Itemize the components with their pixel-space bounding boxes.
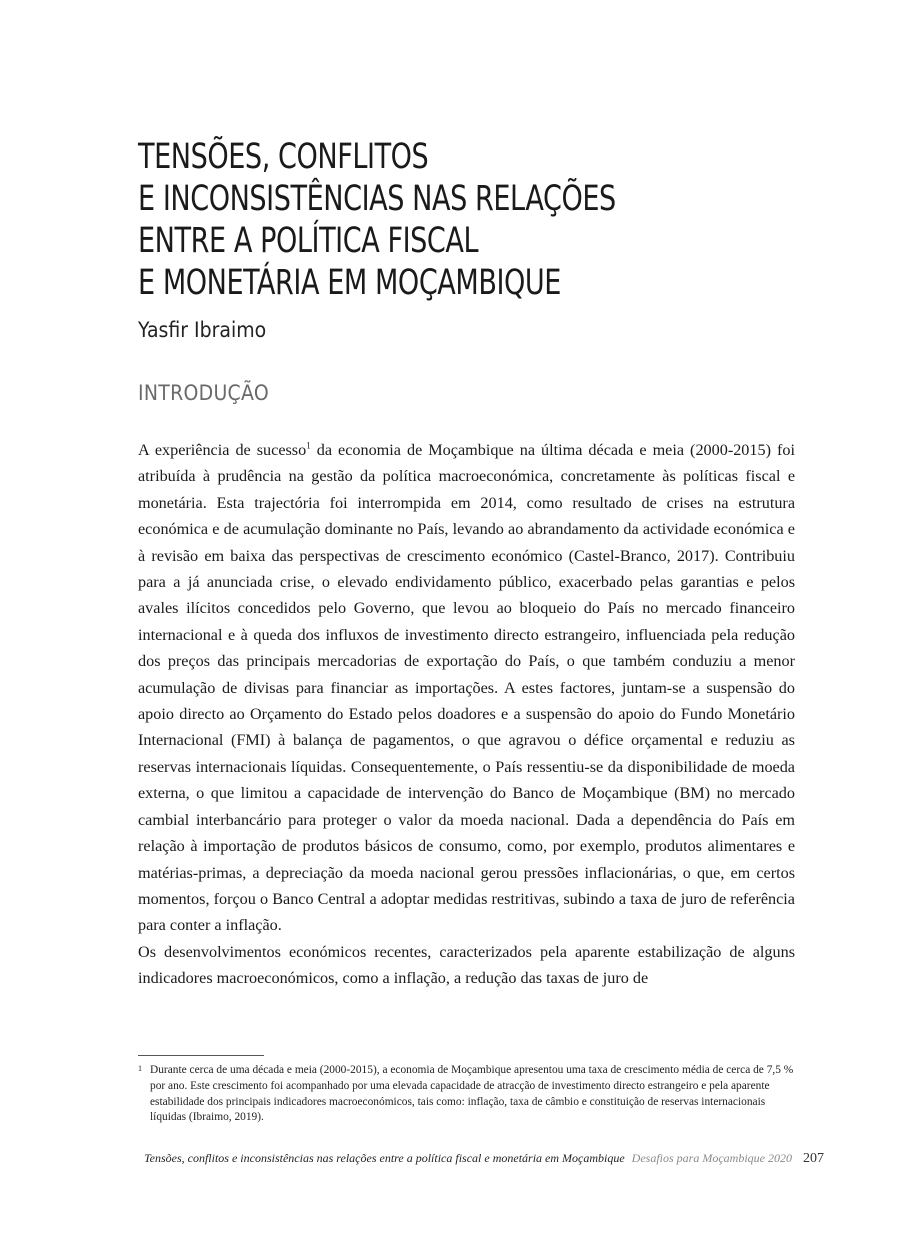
page-number: 207	[803, 1151, 824, 1166]
footer-chapter-title: Tensões, conflitos e inconsistências nas relações entre a política fiscal e monetária em Moçambique	[144, 1151, 625, 1165]
paragraph-2: Os desenvolvimentos económicos recentes, caracterizados pela aparente estabilização de alguns indicadores macroeconómicos, como a inflação, a redução das taxas de juro de	[138, 942, 795, 988]
footer-publication: Desafios para Moçambique 2020	[631, 1151, 792, 1165]
title-line: ENTRE A POLÍTICA FISCAL	[138, 221, 479, 261]
author-name: Yasfir Ibraimo	[138, 318, 267, 342]
paragraph-1	[138, 437, 795, 939]
paragraph-1-start: A experiência de sucesso	[138, 441, 307, 459]
footnote-divider	[138, 1055, 264, 1056]
running-footer	[144, 1151, 824, 1167]
footnote-number: 1	[138, 1064, 142, 1073]
title-line: TENSÕES, CONFLITOS	[138, 137, 429, 177]
body-text	[138, 437, 795, 992]
title-line: E MONETÁRIA EM MOÇAMBIQUE	[138, 263, 561, 303]
paragraph-1-rest: da economia de Moçambique na última década e meia (2000-2015) foi atribuída à prudência na gestão da política macroeconómica, concretamente às políticas fiscal e monetária. Esta trajectória foi interrompida em 2014, como resultado de crises na estrutura económica e de acumulação dominante no País, levando ao abrandamento da actividade económica e à revisão em baixa das perspectivas de crescimento económico (Castel-Branco, 2017). Contribuiu para a já anunciada crise, o elevado endividamento público, exacerbado pelas garantias e pelos avales ilícitos concedidos pelo Governo, que levou ao bloqueio do País no mercado financeiro internacional e à queda dos influxos de investimento directo estrangeiro, influenciada pela redução dos preços das principais mercadorias de exportação do País, o que também conduziu a menor acumulação de divisas para financiar as importações. A estes factores, juntam-se a suspensão do apoio directo ao Orçamento do Estado pelos doadores e a suspensão do apoio do Fundo Monetário Internacional (FMI) à balança de pagamentos, o que agravou o défice orçamental e reduziu as reservas internacionais líquidas. Consequentemente, o País ressentiu-se da disponibilidade de moeda externa, o que limitou a capacidade de intervenção do Banco de Moçambique (BM) no mercado cambial interbancário para proteger o valor da moeda nacional. Dada a dependência do País em relação à importação de produtos básicos de consumo, como, por exemplo, produtos alimentares e matérias-primas, a depreciação da moeda nacional gerou pressões inflacionárias, o que, em certos momentos, forçou o Banco Central a adoptar medidas restritivas, subindo a taxa de juro de referência para conter a inflação.	[138, 441, 795, 935]
footnote-text: Durante cerca de uma década e meia (2000-2015), a economia de Moçambique apresentou uma taxa de crescimento média de cerca de 7,5 % por ano. Este crescimento foi acompanhado por uma elevada capacidade de atracção de investimento directo estrangeiro e pela aparente estabilidade dos principais indicadores macroeconómicos, tais como: inflação, taxa de câmbio e constituição de reservas internacionais líquidas (Ibraimo, 2019).	[150, 1064, 794, 1124]
footnote-reference[interactable]: 1	[306, 440, 311, 451]
section-heading: INTRODUÇÃO	[138, 381, 270, 405]
chapter-title	[138, 136, 838, 304]
title-line: E INCONSISTÊNCIAS NAS RELAÇÕES	[138, 179, 616, 219]
footnote	[138, 1063, 795, 1126]
